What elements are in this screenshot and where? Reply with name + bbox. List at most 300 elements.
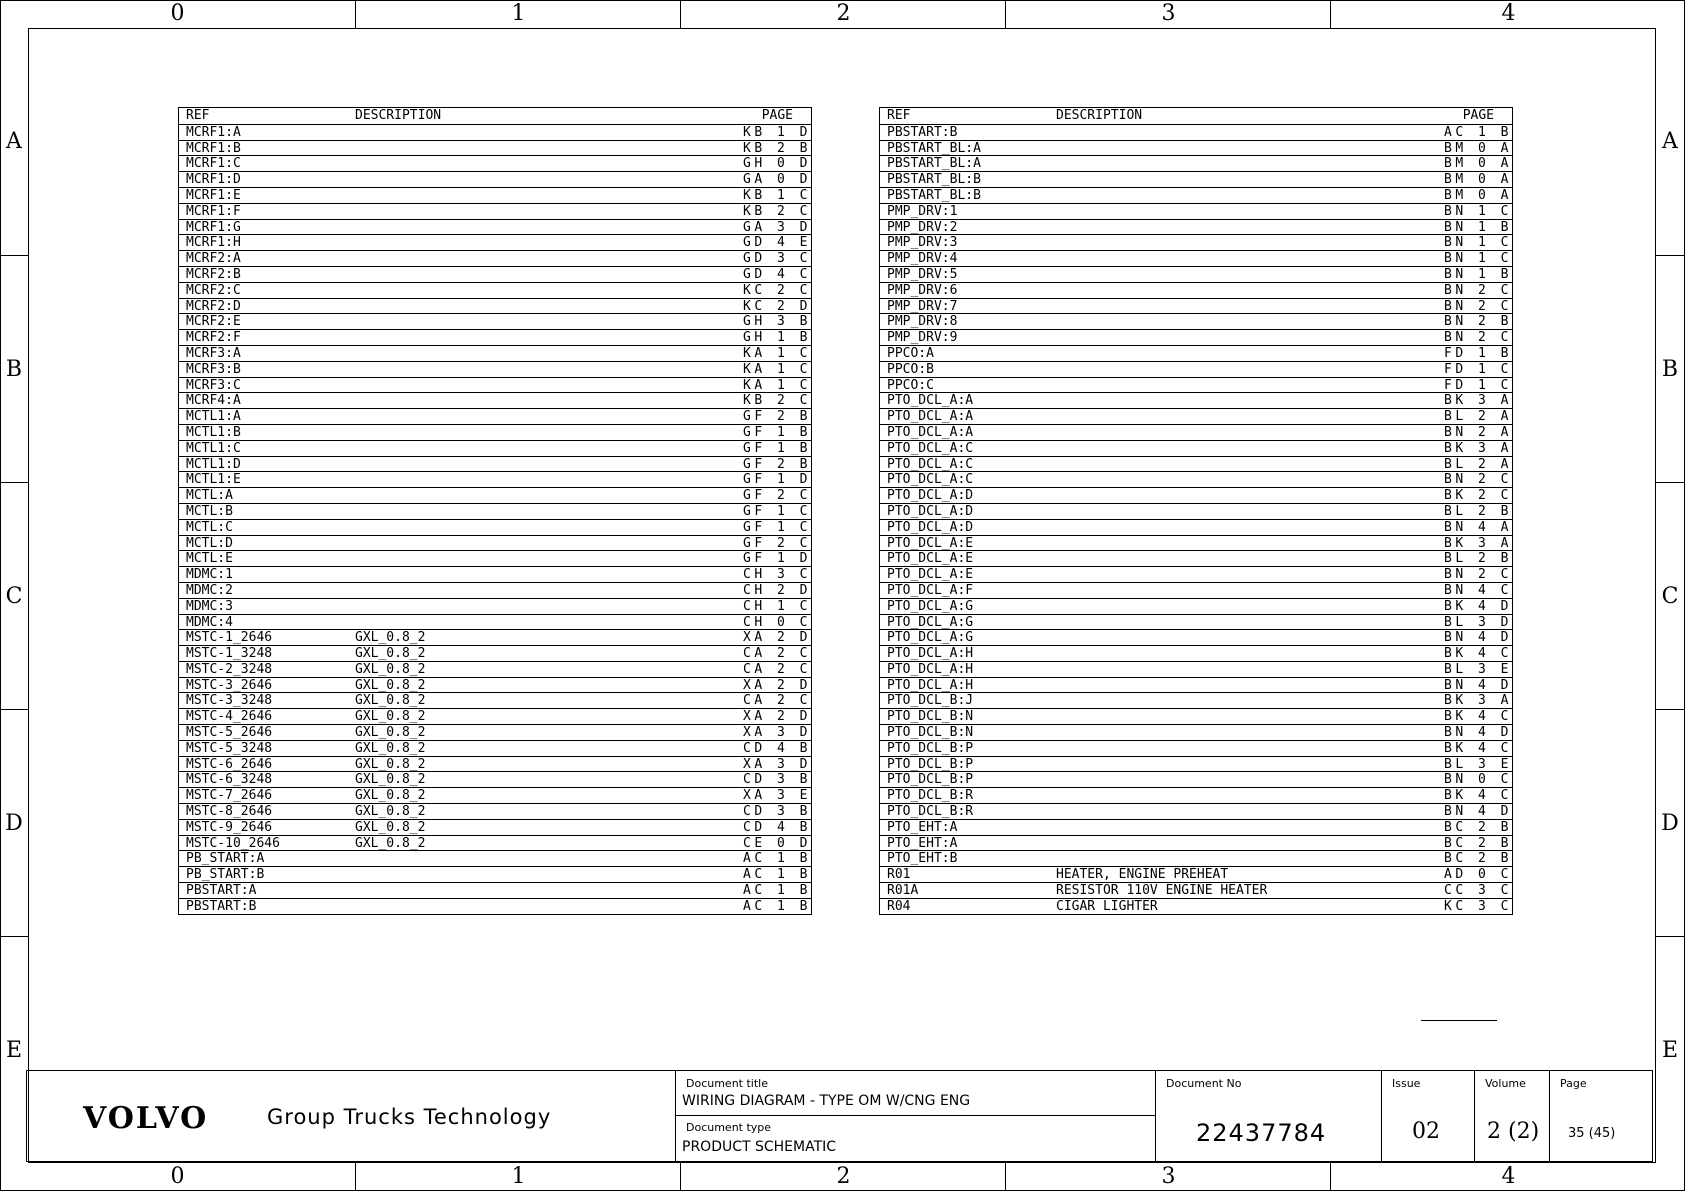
table-row — [880, 298, 1512, 314]
document-title: WIRING DIAGRAM - TYPE OM W/CNG ENG — [682, 1093, 971, 1109]
row-ref: MCRF1:F — [186, 203, 241, 219]
zone-columns-top — [0, 0, 1685, 28]
row-page: BN 1 B — [1444, 219, 1512, 235]
zone-rows-left — [0, 28, 28, 1163]
row-ref: PTO_DCL_A:D — [887, 503, 974, 519]
table-row — [179, 219, 811, 235]
row-page: KB 1 D — [743, 124, 811, 140]
row-ref: MCRF1:C — [186, 156, 241, 172]
row-ref: PTO_DCL_A:F — [887, 582, 974, 598]
zone-row-marker: B — [1656, 255, 1684, 483]
table-row — [880, 219, 1512, 235]
zone-column-marker: 2 — [680, 1163, 1006, 1191]
row-page: BK 3 A — [1444, 535, 1512, 551]
table-row — [880, 392, 1512, 408]
row-ref: PTO_EHT:A — [887, 835, 958, 851]
row-page: BK 3 A — [1444, 693, 1512, 709]
row-ref: PTO_DCL_A:C — [887, 440, 974, 456]
table-row — [880, 850, 1512, 866]
row-ref: PMP_DRV:3 — [887, 235, 958, 251]
row-page: GF 2 C — [743, 488, 811, 504]
table-row — [880, 140, 1512, 156]
table-row — [179, 313, 811, 329]
row-page: FD 1 C — [1444, 361, 1512, 377]
table-row — [880, 234, 1512, 250]
row-page: AD 0 C — [1444, 867, 1512, 883]
row-description: GXL_0.8_2 — [355, 709, 426, 725]
table-row — [880, 535, 1512, 551]
table-row — [179, 898, 811, 914]
row-page: BL 2 B — [1444, 503, 1512, 519]
row-page: CD 3 B — [743, 772, 811, 788]
row-page: GH 0 D — [743, 156, 811, 172]
row-page: GF 2 C — [743, 535, 811, 551]
table-row — [179, 329, 811, 345]
row-ref: PTO_DCL_A:E — [887, 535, 974, 551]
issue-cell — [1381, 1071, 1474, 1161]
row-page: KC 3 C — [1444, 898, 1512, 914]
row-page: AC 1 B — [743, 867, 811, 883]
table-row — [880, 771, 1512, 787]
zone-row-marker: E — [0, 936, 28, 1164]
row-page: BK 2 C — [1444, 488, 1512, 504]
row-ref: PTO_DCL_A:H — [887, 677, 974, 693]
row-page: BL 2 B — [1444, 551, 1512, 567]
row-page: BM 0 A — [1444, 140, 1512, 156]
table-row — [179, 803, 811, 819]
row-page: BN 4 D — [1444, 804, 1512, 820]
row-ref: MCTL1:A — [186, 409, 241, 425]
table-row — [880, 361, 1512, 377]
zone-row-marker: D — [0, 709, 28, 937]
row-ref: MCTL:A — [186, 488, 233, 504]
table-row — [179, 866, 811, 882]
row-page: BC 2 B — [1444, 835, 1512, 851]
company-name: Group Trucks Technology — [267, 1105, 552, 1129]
row-page: BN 1 B — [1444, 266, 1512, 282]
row-page: XA 3 D — [743, 725, 811, 741]
table-row — [880, 550, 1512, 566]
row-ref: MCTL:D — [186, 535, 233, 551]
row-page: BK 4 C — [1444, 646, 1512, 662]
row-page: BN 2 C — [1444, 282, 1512, 298]
row-ref: MDMC:4 — [186, 614, 233, 630]
row-page: GF 2 B — [743, 456, 811, 472]
row-page: GA 3 D — [743, 219, 811, 235]
row-ref: PTO_DCL_A:D — [887, 519, 974, 535]
document-title-cell — [675, 1071, 1155, 1116]
table-row — [880, 803, 1512, 819]
table-row — [880, 614, 1512, 630]
row-ref: PTO_EHT:B — [887, 851, 958, 867]
zone-row-marker: E — [1656, 936, 1684, 1164]
row-page: BC 2 B — [1444, 819, 1512, 835]
table-row — [179, 234, 811, 250]
zone-rows-right — [1656, 28, 1684, 1163]
page-label: Page — [1560, 1077, 1587, 1090]
row-ref: MCRF1:B — [186, 140, 241, 156]
table-row — [179, 503, 811, 519]
table-row — [179, 471, 811, 487]
row-ref: PTO_DCL_A:E — [887, 551, 974, 567]
row-ref: PTO_DCL_A:C — [887, 472, 974, 488]
row-ref: MSTC-7_2646 — [186, 788, 273, 804]
row-page: BK 4 C — [1444, 788, 1512, 804]
row-ref: PTO_DCL_B:P — [887, 756, 974, 772]
table-row — [880, 187, 1512, 203]
zone-column-marker: 0 — [170, 1, 185, 26]
row-ref: MCRF2:C — [186, 282, 241, 298]
row-ref: PMP_DRV:1 — [887, 203, 958, 219]
row-ref: PMP_DRV:5 — [887, 266, 958, 282]
zone-column-marker: 4 — [1330, 0, 1685, 28]
row-page: BL 2 A — [1444, 409, 1512, 425]
table-row — [880, 740, 1512, 756]
row-ref: MSTC-1_2646 — [186, 630, 273, 646]
header-ref: REF — [186, 108, 210, 123]
row-ref: PMP_DRV:4 — [887, 251, 958, 267]
row-description: GXL_0.8_2 — [355, 804, 426, 820]
table-row — [179, 582, 811, 598]
row-ref: MDMC:2 — [186, 582, 233, 598]
row-ref: MCRF4:A — [186, 393, 241, 409]
row-page: GD 4 E — [743, 235, 811, 251]
row-ref: MCRF2:B — [186, 266, 241, 282]
row-ref: PTO_DCL_A:A — [887, 393, 974, 409]
row-description: GXL_0.8_2 — [355, 630, 426, 646]
row-ref: PTO_DCL_A:A — [887, 409, 974, 425]
row-ref: MSTC-3_3248 — [186, 693, 273, 709]
row-ref: PMP_DRV:2 — [887, 219, 958, 235]
row-page: KB 2 C — [743, 393, 811, 409]
zone-row-marker: B — [0, 255, 28, 483]
zone-column-marker: 3 — [1005, 0, 1331, 28]
row-page: BK 4 C — [1444, 709, 1512, 725]
table-row — [880, 171, 1512, 187]
table-row — [880, 266, 1512, 282]
row-ref: MSTC-6_3248 — [186, 772, 273, 788]
row-page: KA 1 C — [743, 377, 811, 393]
row-page: BN 2 C — [1444, 567, 1512, 583]
row-ref: MCRF2:D — [186, 298, 241, 314]
row-page: BM 0 A — [1444, 187, 1512, 203]
row-page: GH 1 B — [743, 330, 811, 346]
document-type-label: Document type — [686, 1121, 772, 1134]
row-page: BN 2 C — [1444, 330, 1512, 346]
row-ref: PBSTART_BL:A — [887, 140, 981, 156]
row-page: BK 3 A — [1444, 393, 1512, 409]
header-description: DESCRIPTION — [1056, 108, 1143, 123]
row-page: BL 3 E — [1444, 661, 1512, 677]
row-page: KC 2 D — [743, 298, 811, 314]
table-row — [179, 535, 811, 551]
row-page: BN 0 C — [1444, 772, 1512, 788]
zone-column-marker: 3 — [1005, 1163, 1331, 1191]
table-row — [880, 456, 1512, 472]
table-row — [179, 250, 811, 266]
row-page: GF 1 D — [743, 551, 811, 567]
table-row — [179, 882, 811, 898]
row-ref: MCTL1:E — [186, 472, 241, 488]
row-page: AC 1 B — [1444, 124, 1512, 140]
row-ref: PTO_DCL_A:G — [887, 630, 974, 646]
right-reference-table — [879, 107, 1513, 915]
row-page: GF 1 C — [743, 519, 811, 535]
row-description: GXL_0.8_2 — [355, 661, 426, 677]
table-row — [179, 771, 811, 787]
zone-row-marker: D — [1656, 709, 1684, 937]
row-ref: MCRF2:F — [186, 330, 241, 346]
volume-label: Volume — [1485, 1077, 1526, 1090]
row-ref: MCTL1:D — [186, 456, 241, 472]
table-row — [880, 677, 1512, 693]
row-ref: PTO_DCL_A:E — [887, 567, 974, 583]
row-ref: MCTL:E — [186, 551, 233, 567]
row-page: BN 2 A — [1444, 424, 1512, 440]
row-ref: MCRF1:E — [186, 187, 241, 203]
row-ref: PPCO:B — [887, 361, 934, 377]
row-page: BN 4 D — [1444, 630, 1512, 646]
table-row — [179, 408, 811, 424]
row-ref: MCTL:C — [186, 519, 233, 535]
table-row — [880, 661, 1512, 677]
row-page: KA 1 C — [743, 361, 811, 377]
row-ref: PTO_DCL_B:R — [887, 788, 974, 804]
row-ref: PBSTART:B — [887, 124, 958, 140]
row-ref: PTO_DCL_A:D — [887, 488, 974, 504]
row-ref: PBSTART_BL:B — [887, 187, 981, 203]
table-row — [179, 203, 811, 219]
row-ref: MSTC-5_2646 — [186, 725, 273, 741]
row-page: KB 1 C — [743, 187, 811, 203]
row-page: BN 1 C — [1444, 203, 1512, 219]
row-page: KB 2 C — [743, 203, 811, 219]
table-row — [179, 835, 811, 851]
table-row — [179, 298, 811, 314]
row-page: GF 1 B — [743, 424, 811, 440]
row-ref: MSTC-1_3248 — [186, 646, 273, 662]
row-description: GXL_0.8_2 — [355, 835, 426, 851]
table-row — [880, 898, 1512, 914]
issue-value: 02 — [1412, 1119, 1440, 1144]
table-row — [880, 882, 1512, 898]
row-ref: MCRF3:B — [186, 361, 241, 377]
row-ref: PTO_DCL_B:P — [887, 772, 974, 788]
row-description: RESISTOR 110V ENGINE HEATER — [1056, 883, 1268, 899]
row-description: GXL_0.8_2 — [355, 677, 426, 693]
row-page: CC 3 C — [1444, 883, 1512, 899]
table-row — [880, 282, 1512, 298]
table-row — [179, 392, 811, 408]
row-page: GF 2 B — [743, 409, 811, 425]
row-ref: MCRF3:A — [186, 345, 241, 361]
row-description: GXL_0.8_2 — [355, 646, 426, 662]
row-page: CH 2 D — [743, 582, 811, 598]
row-ref: R01 — [887, 867, 911, 883]
row-page: BK 4 D — [1444, 598, 1512, 614]
row-ref: PTO_DCL_B:J — [887, 693, 974, 709]
volume-cell — [1474, 1071, 1549, 1161]
row-ref: MCRF2:A — [186, 251, 241, 267]
table-row — [880, 329, 1512, 345]
header-ref: REF — [887, 108, 911, 123]
table-row — [880, 124, 1512, 140]
table-row — [880, 250, 1512, 266]
table-row — [179, 440, 811, 456]
table-header — [179, 108, 811, 124]
row-page: GD 3 C — [743, 251, 811, 267]
left-reference-table — [178, 107, 812, 915]
row-description: GXL_0.8_2 — [355, 740, 426, 756]
table-row — [880, 724, 1512, 740]
document-number-label: Document No — [1166, 1077, 1242, 1090]
table-row — [880, 645, 1512, 661]
zone-column-marker: 4 — [1330, 1163, 1685, 1191]
table-row — [179, 661, 811, 677]
row-page: XA 2 D — [743, 677, 811, 693]
document-title-label: Document title — [686, 1077, 768, 1090]
row-ref: PPCO:A — [887, 345, 934, 361]
table-row — [179, 187, 811, 203]
table-row — [179, 787, 811, 803]
row-page: BL 2 A — [1444, 456, 1512, 472]
issue-label: Issue — [1392, 1077, 1421, 1090]
row-page: FD 1 B — [1444, 345, 1512, 361]
row-page: CA 2 C — [743, 693, 811, 709]
table-row — [880, 582, 1512, 598]
table-row — [179, 377, 811, 393]
row-page: BC 2 B — [1444, 851, 1512, 867]
row-ref: PMP_DRV:6 — [887, 282, 958, 298]
table-row — [880, 756, 1512, 772]
row-ref: MSTC-9_2646 — [186, 819, 273, 835]
zone-column-marker: 0 — [170, 1164, 185, 1189]
row-page: BN 2 B — [1444, 314, 1512, 330]
row-description: GXL_0.8_2 — [355, 819, 426, 835]
row-ref: PTO_DCL_B:N — [887, 709, 974, 725]
row-ref: MCTL:B — [186, 503, 233, 519]
table-row — [179, 677, 811, 693]
header-description: DESCRIPTION — [355, 108, 442, 123]
table-row — [179, 171, 811, 187]
row-ref: PMP_DRV:8 — [887, 314, 958, 330]
row-ref: MSTC-3_2646 — [186, 677, 273, 693]
table-row — [880, 503, 1512, 519]
table-row — [179, 692, 811, 708]
row-ref: MSTC-8_2646 — [186, 804, 273, 820]
table-row — [179, 424, 811, 440]
table-row — [179, 850, 811, 866]
table-row — [179, 345, 811, 361]
table-row — [179, 361, 811, 377]
row-ref: MCRF1:D — [186, 172, 241, 188]
row-ref: PTO_DCL_B:R — [887, 804, 974, 820]
table-row — [880, 819, 1512, 835]
row-page: CD 3 B — [743, 804, 811, 820]
row-page: BN 4 A — [1444, 519, 1512, 535]
zone-column-marker: 1 — [355, 0, 681, 28]
row-ref: R01A — [887, 883, 919, 899]
row-description: HEATER, ENGINE PREHEAT — [1056, 867, 1229, 883]
table-row — [880, 787, 1512, 803]
table-row — [880, 708, 1512, 724]
table-row — [179, 819, 811, 835]
row-page: CH 0 C — [743, 614, 811, 630]
table-row — [880, 471, 1512, 487]
table-row — [880, 487, 1512, 503]
row-description: CIGAR LIGHTER — [1056, 898, 1158, 914]
row-page: BK 3 A — [1444, 440, 1512, 456]
zone-row-marker: A — [1662, 129, 1678, 154]
table-row — [179, 155, 811, 171]
row-ref: PTO_DCL_A:A — [887, 424, 974, 440]
zone-row-marker: C — [0, 482, 28, 710]
table-row — [179, 740, 811, 756]
row-ref: MSTC-10_2646 — [186, 835, 280, 851]
row-page: BN 2 C — [1444, 298, 1512, 314]
table-row — [179, 550, 811, 566]
row-ref: PTO_EHT:A — [887, 819, 958, 835]
row-ref: MCTL1:B — [186, 424, 241, 440]
row-page: BN 1 C — [1444, 251, 1512, 267]
row-page: XA 2 D — [743, 709, 811, 725]
table-header — [880, 108, 1512, 124]
row-page: GA 0 D — [743, 172, 811, 188]
table-row — [179, 140, 811, 156]
table-row — [880, 835, 1512, 851]
row-ref: MDMC:3 — [186, 598, 233, 614]
row-page: AC 1 B — [743, 883, 811, 899]
table-row — [179, 487, 811, 503]
row-page: BN 2 C — [1444, 472, 1512, 488]
row-page: BL 3 E — [1444, 756, 1512, 772]
table-row — [179, 266, 811, 282]
row-page: GF 1 D — [743, 472, 811, 488]
title-block — [26, 1070, 1653, 1162]
row-ref: MSTC-2_3248 — [186, 661, 273, 677]
row-ref: PBSTART:A — [186, 883, 257, 899]
row-page: BN 4 D — [1444, 725, 1512, 741]
table-row — [880, 519, 1512, 535]
row-page: CD 4 B — [743, 819, 811, 835]
table-row — [880, 440, 1512, 456]
zone-row-marker: C — [1656, 482, 1684, 710]
row-page: BL 3 D — [1444, 614, 1512, 630]
row-page: AC 1 B — [743, 898, 811, 914]
table-row — [179, 282, 811, 298]
table-row — [880, 377, 1512, 393]
table-row — [179, 614, 811, 630]
table-row — [179, 724, 811, 740]
row-page: BN 4 D — [1444, 677, 1512, 693]
row-ref: PBSTART_BL:A — [887, 156, 981, 172]
row-page: GF 1 B — [743, 440, 811, 456]
zone-column-marker: 2 — [680, 0, 1006, 28]
row-ref: MCRF1:H — [186, 235, 241, 251]
row-page: CE 0 D — [743, 835, 811, 851]
row-page: CA 2 C — [743, 646, 811, 662]
zone-columns-bottom — [0, 1163, 1685, 1191]
row-ref: PTO_DCL_A:C — [887, 456, 974, 472]
row-page: XA 3 D — [743, 756, 811, 772]
table-row — [880, 866, 1512, 882]
row-description: GXL_0.8_2 — [355, 772, 426, 788]
table-row — [880, 408, 1512, 424]
row-page: BN 1 C — [1444, 235, 1512, 251]
row-ref: PMP_DRV:7 — [887, 298, 958, 314]
row-page: XA 3 E — [743, 788, 811, 804]
table-row — [179, 756, 811, 772]
